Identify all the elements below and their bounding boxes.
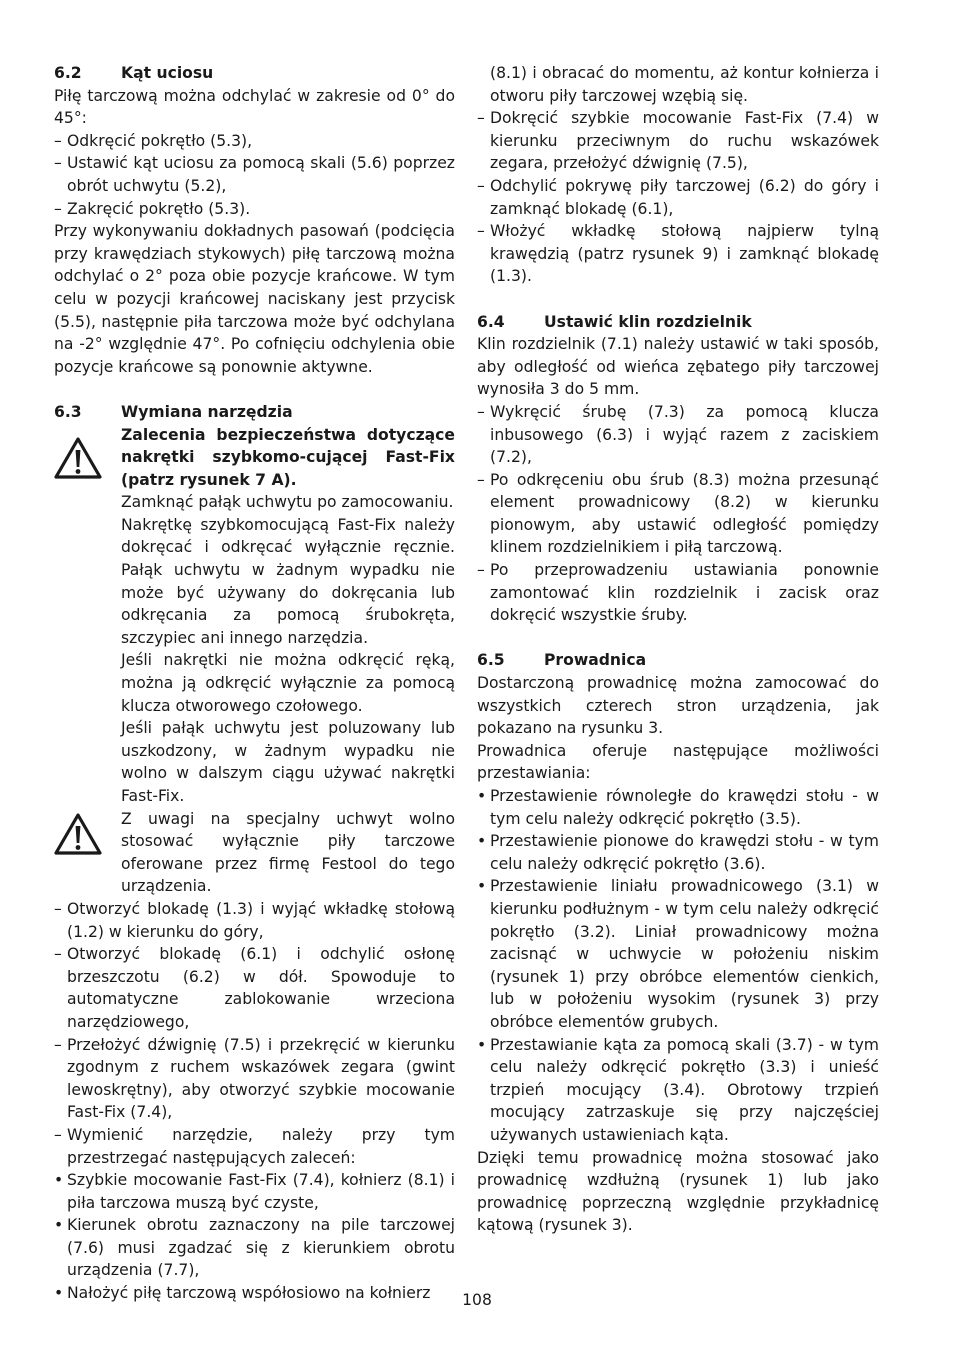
dash-item: [54, 1124, 455, 1169]
section-heading-6-4: [477, 311, 879, 334]
dash-item: [477, 401, 879, 469]
section-title: Wymiana narzędzia: [121, 402, 293, 421]
dash-item-text: Ustawić kąt uciosu za pomocą skali (5.6) poprzez obrót uchwytu (5.2),: [67, 154, 455, 195]
bullet-item-text: Przestawienie pionowe do krawędzi stołu - w tym celu należy odkręcić pokrętło (3.6).: [490, 832, 879, 873]
section-number: 6.4: [477, 312, 505, 331]
bullet-item-text: (8.1) i obracać do momentu, aż kontur kołnierza i otworu piły tarczowej wzębią się.: [490, 64, 879, 105]
dash-item: [54, 943, 455, 1033]
dash-item: [54, 898, 455, 943]
warning-title: Zalecenia bezpieczeństwa dotyczące nakrętki szybkomo-cującej Fast-Fix (patrz rysunek 7 A).: [121, 425, 455, 489]
warning-paragraph: Jeśli pałąk uchwytu jest poluzowany lub uszkodzony, w żadnym wypadku nie wolno w dalszym ciągu używać nakrętki Fast-Fix.: [121, 719, 455, 805]
warning-paragraph: Nakrętkę szybkomocującą Fast-Fix należy dokręcać i odkręcać wyłącznie ręcznie. Pałąk uchwytu w żadnym wypadku nie może być używany do dokręcania lub odkręcania za pomocą śrubokręta, szczypiec ani innego narzędzia.: [121, 515, 455, 647]
dash-marker: –: [477, 222, 485, 241]
bullet-item-text: Przestawienie liniału prowadnicowego (3.1) w kierunku podłużnym - w tym celu należy odkręcić pokrętło (3.2). Liniał prowadnicowy można zacisnąć w uchwycie w położeniu niskim (rysunek 1) przy obróbce elementów cienkich, lub w położeniu wysokim (rysunek 3) przy obróbce elementów grubych.: [490, 877, 879, 1031]
paragraph: Klin rozdzielnik (7.1) należy ustawić w taki sposób, aby odległość od wieńca zębatego piły tarczowej wynosiła 3 do 5 mm.: [477, 335, 879, 399]
dash-item: [477, 220, 879, 288]
bullet-item-text: Nałożyć piłę tarczową współosiowo na kołnierz: [67, 1284, 431, 1303]
dash-marker: –: [477, 402, 485, 421]
dash-marker: –: [54, 899, 62, 918]
warning-paragraph: Zamknąć pałąk uchwytu po zamocowaniu.: [121, 493, 454, 512]
dash-marker: –: [54, 1125, 62, 1144]
dash-item-text: Otworzyć blokadę (1.3) i wyjąć wkładkę stołową (1.2) w kierunku do góry,: [67, 899, 455, 941]
dash-item-text: Otworzyć blokadę (6.1) i odchylić osłonę brzeszczotu (6.2) w dół. Spowoduje to automatyczne zablokowanie wrzeciona narzędziowego,: [67, 945, 455, 1031]
dash-item-text: Odkręcić pokrętło (5.3),: [67, 131, 253, 150]
dash-item-text: Po odkręceniu obu śrub (8.3) można przesunąć element prowadnicowy (8.2) w kierunku pionowym, aby ustawić odległość pomiędzy klinem rozdzielnikiem i piłą tarczową.: [490, 470, 879, 557]
bullet-item: [54, 1214, 455, 1282]
warning-paragraph: Jeśli nakrętki nie można odkręcić ręką, można ją odkręcić wyłącznie za pomocą klucza otworowego czołowego.: [121, 651, 455, 715]
dash-marker: –: [54, 1035, 62, 1054]
dash-item: [477, 469, 879, 559]
dash-item-text: Włożyć wkładkę stołową najpierw tylną krawędzią (patrz rysunek 9) i zamknąć blokadę (1.3).: [490, 222, 879, 286]
dash-item: [54, 1034, 455, 1124]
paragraph: Prowadnica oferuje następujące możliwości przestawiania:: [477, 741, 879, 783]
dash-marker: –: [477, 470, 485, 489]
section-number: 6.2: [54, 64, 82, 82]
dash-item: [54, 198, 455, 221]
dash-item: [54, 152, 455, 197]
dash-item-text: Wymienić narzędzie, należy przy tym przestrzegać następujących zaleceń:: [67, 1125, 455, 1167]
bullet-item: [477, 830, 879, 875]
dash-marker: –: [54, 945, 62, 964]
right-column: [477, 62, 879, 1237]
bullet-marker: •: [54, 1284, 64, 1303]
dash-marker: –: [477, 176, 485, 195]
section-heading-6-5: [477, 649, 879, 672]
dash-marker: –: [54, 199, 62, 218]
bullet-item-text: Przestawienie równoległe do krawędzi stołu - w tym celu należy odkręcić pokrętło (3.5).: [490, 787, 879, 828]
dash-item: [477, 559, 879, 627]
bullet-item: [477, 1034, 879, 1147]
bullet-item: [54, 1169, 455, 1214]
section-number: 6.3: [54, 402, 82, 421]
section-heading-6-3: [54, 401, 455, 424]
bullet-marker: •: [477, 832, 487, 851]
section-title: Ustawić klin rozdzielnik: [544, 312, 752, 331]
dash-item-text: Przełożyć dźwignię (7.5) i przekręcić w kierunku zgodnym z ruchem wskazówek zegara (gwint lewoskrętny), aby otworzyć szybkie mocowanie Fast-Fix (7.4),: [67, 1035, 455, 1122]
bullet-marker: •: [54, 1216, 64, 1235]
warning-paragraph: Z uwagi na specjalny uchwyt wolno stosować wyłącznie piły tarczowe oferowane przez firmę Festool do tego urządzenia.: [121, 809, 455, 896]
bullet-item: [477, 785, 879, 830]
dash-item-text: Zakręcić pokrętło (5.3).: [67, 199, 251, 218]
bullet-marker: •: [477, 877, 487, 896]
dash-marker: –: [477, 561, 485, 580]
dash-item-text: Wykręcić śrubę (7.3) za pomocą klucza inbusowego (6.3) i wyjąć razem z zaciskiem (7.2),: [490, 402, 879, 467]
dash-item-text: Odchylić pokrywę piły tarczowej (6.2) do góry i zamknąć blokadę (6.1),: [490, 176, 879, 218]
dash-item: [477, 107, 879, 175]
paragraph: Piłę tarczową można odchylać w zakresie od 0° do 45°:: [54, 86, 455, 128]
paragraph: Dostarczoną prowadnicę można zamocować do wszystkich czterech stron urządzenia, jak pokazano na rysunku 3.: [477, 674, 879, 738]
section-number: 6.5: [477, 651, 505, 670]
dash-marker: –: [54, 154, 62, 173]
section-heading-6-2: [54, 62, 455, 85]
bullet-item-text: Szybkie mocowanie Fast-Fix (7.4), kołnierz (8.1) i piła tarczowa muszą być czyste,: [67, 1171, 455, 1212]
section-title: Prowadnica: [544, 651, 647, 670]
dash-item: [54, 130, 455, 153]
bullet-marker: •: [54, 1171, 64, 1190]
paragraph: Przy wykonywaniu dokładnych pasowań (podcięcia przy krawędziach stykowych) piłę tarczową można odchylać o 2° poza obie pozycje krańcowe. W tym celu w pozycji krańcowej naciskany jest przycisk (5.5), następnie piła tarczowa może być odchylana na -2° względnie 47°. Po cofnięciu odchylenia obie pozycje krańcowe są ponownie aktywne.: [54, 222, 455, 376]
warning-icon: [54, 436, 102, 480]
bullet-item: [477, 875, 879, 1033]
paragraph: Dzięki temu prowadnicę można stosować jako prowadnicę wzdłużną (rysunek 1) lub jako prowadnicę poprzeczną względnie przykładnicę kątową (rysunek 3).: [477, 1148, 879, 1235]
bullet-item-text: Kierunek obrotu zaznaczony na pile tarczowej (7.6) musi zgadzać się z kierunkiem obrotu urządzenia (7.7),: [67, 1216, 455, 1280]
left-column: [54, 62, 455, 1305]
section-title: Kąt uciosu: [121, 64, 214, 82]
dash-item-text: Po przeprowadzeniu ustawiania ponownie zamontować klin rozdzielnik i zacisk oraz dokręcić wszystkie śruby.: [490, 561, 879, 625]
bullet-item-text: Przestawianie kąta za pomocą skali (3.7) - w tym celu należy odkręcić pokrętło (3.3) i unieść trzpień mocujący (3.4). Obrotowy trzpień mocujący zatrzaskuje się przy najczęściej używanych ustawieniach kąta.: [490, 1035, 879, 1144]
bullet-marker: •: [477, 787, 487, 805]
dash-marker: –: [477, 109, 485, 128]
dash-item: [477, 175, 879, 220]
dash-item-text: Dokręcić szybkie mocowanie Fast-Fix (7.4) w kierunku przeciwnym do ruchu wskazówek zegara, przełożyć dźwignię (7.5),: [490, 109, 879, 173]
safety-warning-block: [54, 424, 455, 898]
bullet-item-continued: [477, 62, 879, 107]
dash-marker: –: [54, 131, 62, 150]
bullet-marker: •: [477, 1035, 487, 1054]
page-number: 108: [462, 1291, 492, 1309]
warning-icon: [54, 812, 102, 856]
